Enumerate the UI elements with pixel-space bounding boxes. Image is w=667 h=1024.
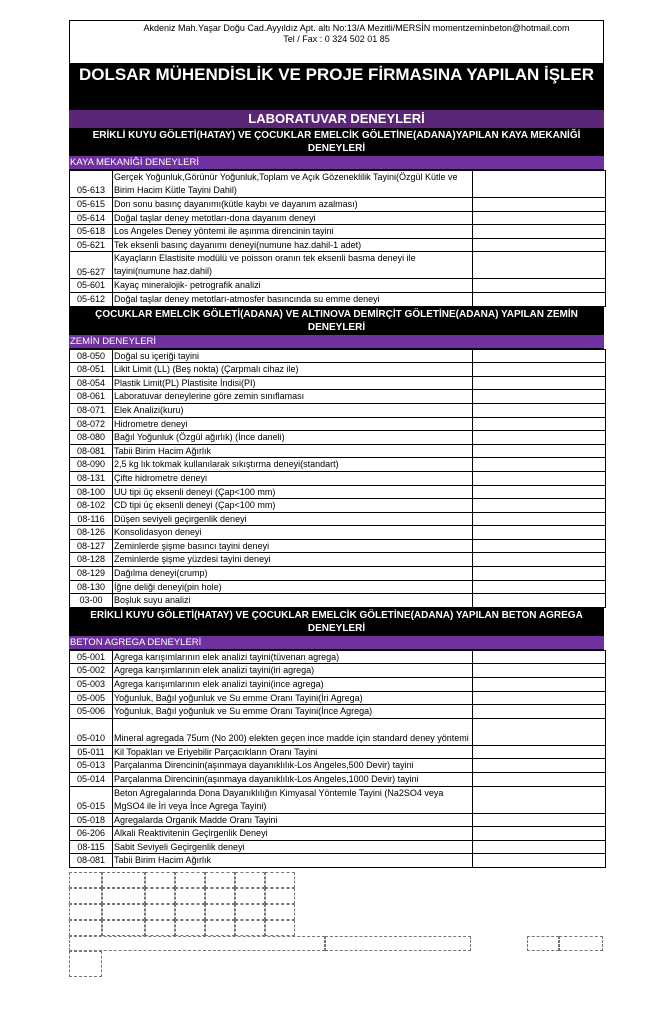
- table-row: [70, 745, 606, 759]
- test-description: Los Angeles Deney yöntemi ile aşınma direncinin tayini: [113, 225, 473, 239]
- test-code: 05-013: [70, 759, 113, 773]
- empty-cell: [473, 292, 606, 306]
- grid-cell: [527, 936, 559, 951]
- empty-cell: [473, 580, 606, 594]
- grid-cell: [205, 920, 235, 936]
- table-row: [70, 390, 606, 404]
- table-row: [70, 691, 606, 705]
- section-heading: ERİKLİ KUYU GÖLETİ(HATAY) VE ÇOCUKLAR EMELCİK GÖLETİNE(ADANA) YAPILAN BETON AGREGA DENEYLERİ: [69, 608, 604, 636]
- empty-cell: [473, 499, 606, 513]
- table-row: [70, 786, 606, 813]
- table-row: [70, 759, 606, 773]
- test-code: 05-006: [70, 705, 113, 719]
- grid-cell: [69, 936, 325, 951]
- grid-cell: [265, 872, 295, 888]
- section-subheading: BETON AGREGA DENEYLERİ: [69, 636, 604, 650]
- test-description: Parçalanma Direncinin(aşınmaya dayanıklılık-Los Angeles,1000 Devir) tayini: [113, 773, 473, 787]
- empty-cell: [473, 198, 606, 212]
- empty-cell: [473, 745, 606, 759]
- test-code: 05-621: [70, 238, 113, 252]
- grid-cell: [102, 904, 145, 920]
- test-description: Doğal taşlar deney metotları-atmosfer basıncında su emme deneyi: [113, 292, 473, 306]
- test-description: Agrega karışımlarının elek analizi tayini(tüvenan agrega): [113, 650, 473, 664]
- test-description: Agregalarda Organik Madde Oranı Tayini: [113, 813, 473, 827]
- test-code: 08-054: [70, 376, 113, 390]
- section-heading: ERİKLİ KUYU GÖLETİ(HATAY) VE ÇOCUKLAR EMELCİK GÖLETİNE(ADANA)YAPILAN KAYA MEKANİĞİ DENEYLERİ: [69, 128, 604, 156]
- table-row: [70, 567, 606, 581]
- table-row: [70, 594, 606, 608]
- test-description: Gerçek Yoğunluk,Görünür Yoğunluk,Toplam ve Açık Gözeneklilik Tayini(Özgül Kütle ve Birim Hacim Kütle Tayini Dahil): [113, 171, 473, 198]
- table-row: [70, 650, 606, 664]
- test-code: 08-051: [70, 363, 113, 377]
- test-description: Zeminlerde şişme yüzdesi tayini deneyi: [113, 553, 473, 567]
- test-description: Don sonu basınç dayanımı(kütle kaybı ve dayanım azalması): [113, 198, 473, 212]
- table-row: [70, 363, 606, 377]
- letterhead: [69, 20, 604, 63]
- table-row: [70, 198, 606, 212]
- test-description: Likit Limit (LL) (Beş nokta) (Çarpmalı cihaz ile): [113, 363, 473, 377]
- empty-cell: [473, 431, 606, 445]
- table-row: [70, 279, 606, 293]
- test-code: 05-601: [70, 279, 113, 293]
- test-code: 05-005: [70, 691, 113, 705]
- test-description: Doğal su içeriği tayini: [113, 349, 473, 363]
- empty-cell: [473, 171, 606, 198]
- test-description: Sabit Seviyeli Geçirgenlik deneyi: [113, 840, 473, 854]
- grid-cell: [69, 904, 102, 920]
- empty-cell: [473, 691, 606, 705]
- test-code: 08-050: [70, 349, 113, 363]
- test-code: 08-081: [70, 444, 113, 458]
- table-row: [70, 580, 606, 594]
- test-code: 08-126: [70, 526, 113, 540]
- test-code: 08-116: [70, 512, 113, 526]
- test-description: Konsolidasyon deneyi: [113, 526, 473, 540]
- test-code: 08-080: [70, 431, 113, 445]
- test-description: Agrega karışımlarının elek analizi tayini(iri agrega): [113, 664, 473, 678]
- empty-cell: [473, 526, 606, 540]
- table-row: [70, 431, 606, 445]
- empty-cell: [473, 813, 606, 827]
- grid-cell: [102, 920, 145, 936]
- test-code: 05-627: [70, 252, 113, 279]
- grid-cell: [69, 951, 102, 977]
- section-heading: ÇOCUKLAR EMELCİK GÖLETİ(ADANA) VE ALTINOVA DEMİRÇİT GÖLETİNE(ADANA) YAPILAN ZEMİN DENEYLERİ: [69, 307, 604, 335]
- tests-table: [69, 349, 606, 608]
- test-description: Parçalanma Direncinin(aşınmaya dayanıklılık-Los Angeles,500 Devir) tayini: [113, 759, 473, 773]
- test-code: 08-127: [70, 539, 113, 553]
- test-description: 2,5 kg lık tokmak kullanılarak sıkıştırma deneyi(standart): [113, 458, 473, 472]
- grid-cell: [265, 888, 295, 904]
- test-code: 08-090: [70, 458, 113, 472]
- table-row: [70, 678, 606, 692]
- test-code: 05-615: [70, 198, 113, 212]
- table-row: [70, 705, 606, 719]
- test-code: 08-115: [70, 840, 113, 854]
- grid-cell: [102, 888, 145, 904]
- section-subheading: ZEMİN DENEYLERİ: [69, 335, 604, 349]
- table-row: [70, 485, 606, 499]
- grid-cell: [175, 904, 205, 920]
- test-code: 05-612: [70, 292, 113, 306]
- test-code: 05-003: [70, 678, 113, 692]
- empty-cell: [473, 471, 606, 485]
- table-row: [70, 349, 606, 363]
- empty-cell: [473, 417, 606, 431]
- grid-cell: [145, 904, 175, 920]
- test-code: 08-130: [70, 580, 113, 594]
- table-row: [70, 553, 606, 567]
- test-description: Laboratuvar deneylerine göre zemin sınıflaması: [113, 390, 473, 404]
- grid-cell: [175, 872, 205, 888]
- empty-cell: [473, 376, 606, 390]
- test-code: 08-072: [70, 417, 113, 431]
- empty-cell: [473, 225, 606, 239]
- table-row: [70, 211, 606, 225]
- test-description: Kayaç mineralojik- petrografik analizi: [113, 279, 473, 293]
- test-description: Hidrometre deneyi: [113, 417, 473, 431]
- test-description: Tabii Birim Hacim Ağırlık: [113, 444, 473, 458]
- worksheet: [69, 20, 604, 868]
- test-description: Elek Analizi(kuru): [113, 403, 473, 417]
- test-description: Mineral agregada 75um (No 200) elekten geçen ince madde için standard deney yöntemi: [113, 718, 473, 745]
- empty-cell: [473, 512, 606, 526]
- grid-cell: [325, 936, 471, 951]
- empty-cell: [473, 211, 606, 225]
- empty-cell: [473, 567, 606, 581]
- test-code: 05-018: [70, 813, 113, 827]
- table-row: [70, 539, 606, 553]
- grid-cell: [145, 920, 175, 936]
- table-row: [70, 854, 606, 868]
- empty-cell: [473, 390, 606, 404]
- test-code: 08-129: [70, 567, 113, 581]
- test-description: Yoğunluk, Bağıl yoğunluk ve Su emme Oranı Tayini(İri Agrega): [113, 691, 473, 705]
- empty-cell: [473, 444, 606, 458]
- test-description: CD tipi üç eksenli deneyi (Çap<100 mm): [113, 499, 473, 513]
- test-code: 05-010: [70, 718, 113, 745]
- empty-cell: [473, 363, 606, 377]
- test-description: UU tipi üç eksenli deneyi (Çap<100 mm): [113, 485, 473, 499]
- test-code: 08-102: [70, 499, 113, 513]
- document-title: DOLSAR MÜHENDİSLİK VE PROJE FİRMASINA YAPILAN İŞLER: [69, 63, 604, 110]
- grid-cell: [102, 872, 145, 888]
- empty-cell: [473, 664, 606, 678]
- grid-cell: [205, 888, 235, 904]
- table-row: [70, 376, 606, 390]
- test-description: Tabii Birim Hacim Ağırlık: [113, 854, 473, 868]
- test-code: 03-00: [70, 594, 113, 608]
- table-row: [70, 813, 606, 827]
- empty-cell: [473, 458, 606, 472]
- grid-cell: [175, 888, 205, 904]
- table-row: [70, 238, 606, 252]
- section-subheading: KAYA MEKANİĞİ DENEYLERİ: [69, 156, 604, 170]
- empty-cell: [473, 238, 606, 252]
- table-row: [70, 444, 606, 458]
- empty-cell: [473, 252, 606, 279]
- test-description: Düşen seviyeli geçirgenlik deneyi: [113, 512, 473, 526]
- grid-cell: [145, 872, 175, 888]
- table-row: [70, 292, 606, 306]
- grid-cell: [205, 904, 235, 920]
- test-code: 05-001: [70, 650, 113, 664]
- grid-cell: [265, 920, 295, 936]
- empty-cell: [473, 786, 606, 813]
- grid-cell: [235, 888, 265, 904]
- empty-cell: [473, 539, 606, 553]
- sections: [69, 128, 604, 868]
- tests-table: [69, 170, 606, 307]
- empty-cell: [473, 485, 606, 499]
- grid-cell: [69, 872, 102, 888]
- company-phone: Tel / Fax : 0 324 502 01 85: [283, 34, 390, 44]
- empty-cell: [473, 553, 606, 567]
- empty-cell: [473, 594, 606, 608]
- empty-cell: [473, 279, 606, 293]
- test-code: 08-061: [70, 390, 113, 404]
- company-address: Akdeniz Mah.Yaşar Doğu Cad.Ayyıldız Apt. altı No:13/A Mezitli/MERSİN momentzeminbeton@hotmail.com: [143, 23, 570, 33]
- table-row: [70, 417, 606, 431]
- test-description: Plastik Limit(PL) Plastisite İndisi(PI): [113, 376, 473, 390]
- empty-cell: [473, 840, 606, 854]
- table-row: [70, 499, 606, 513]
- empty-cell: [473, 759, 606, 773]
- test-code: 05-002: [70, 664, 113, 678]
- table-row: [70, 827, 606, 841]
- table-row: [70, 171, 606, 198]
- grid-cell: [235, 920, 265, 936]
- table-row: [70, 252, 606, 279]
- grid-cell: [175, 920, 205, 936]
- test-code: 08-128: [70, 553, 113, 567]
- test-code: 08-131: [70, 471, 113, 485]
- empty-cell: [473, 650, 606, 664]
- test-code: 08-071: [70, 403, 113, 417]
- test-code: 05-015: [70, 786, 113, 813]
- test-description: Yoğunluk, Bağıl yoğunluk ve Su emme Oranı Tayini(İnce Agrega): [113, 705, 473, 719]
- grid-cell: [69, 920, 102, 936]
- tests-table: [69, 650, 606, 868]
- grid-cell: [205, 872, 235, 888]
- test-description: Beton Agregalarında Dona Dayanıklılığın Kimyasal Yöntemle Tayini (Na2SO4 veya MgSO4 ile İri veya İnce Agrega Tayini): [113, 786, 473, 813]
- test-code: 08-081: [70, 854, 113, 868]
- empty-cell: [473, 349, 606, 363]
- test-description: Alkali Reaktivitenin Geçirgenlik Deneyi: [113, 827, 473, 841]
- lab-tests-title: LABORATUVAR DENEYLERİ: [69, 110, 604, 128]
- test-description: Zeminlerde şişme basıncı tayini deneyi: [113, 539, 473, 553]
- test-description: Bağıl Yoğunluk (Özgül ağırlık) (İnce daneli): [113, 431, 473, 445]
- grid-cell: [265, 904, 295, 920]
- test-description: Kil Topakları ve Eriyebilir Parçacıkların Oranı Tayini: [113, 745, 473, 759]
- empty-cell: [473, 773, 606, 787]
- table-row: [70, 773, 606, 787]
- empty-cell: [473, 718, 606, 745]
- table-row: [70, 526, 606, 540]
- test-description: Agrega karışımlarının elek analizi tayini(ince agrega): [113, 678, 473, 692]
- table-row: [70, 512, 606, 526]
- test-description: Boşluk suyu analizi: [113, 594, 473, 608]
- test-code: 05-614: [70, 211, 113, 225]
- empty-cell: [473, 854, 606, 868]
- table-row: [70, 403, 606, 417]
- test-code: 05-613: [70, 171, 113, 198]
- table-row: [70, 471, 606, 485]
- table-row: [70, 458, 606, 472]
- grid-cell: [235, 904, 265, 920]
- test-description: İğne deliği deneyi(pin hole): [113, 580, 473, 594]
- table-row: [70, 664, 606, 678]
- test-description: Tek eksenli basınç dayanımı deneyi(numune haz.dahil-1 adet): [113, 238, 473, 252]
- test-description: Dağılma deneyi(crump): [113, 567, 473, 581]
- grid-cell: [559, 936, 603, 951]
- grid-cell: [145, 888, 175, 904]
- test-code: 06-206: [70, 827, 113, 841]
- empty-cell: [473, 403, 606, 417]
- empty-cell: [473, 827, 606, 841]
- test-description: Doğal taşlar deney metotları-dona dayanım deneyi: [113, 211, 473, 225]
- test-code: 05-014: [70, 773, 113, 787]
- empty-cell: [473, 678, 606, 692]
- table-row: [70, 718, 606, 745]
- table-row: [70, 840, 606, 854]
- test-description: Kayaçların Elastisite modülü ve poisson oranın tek eksenli basma deneyi ile tayini(numune haz.dahil): [113, 252, 473, 279]
- test-code: 05-618: [70, 225, 113, 239]
- grid-cell: [235, 872, 265, 888]
- test-code: 05-011: [70, 745, 113, 759]
- table-row: [70, 225, 606, 239]
- test-description: Çifte hidrometre deneyi: [113, 471, 473, 485]
- empty-cell: [473, 705, 606, 719]
- test-code: 08-100: [70, 485, 113, 499]
- grid-cell: [69, 888, 102, 904]
